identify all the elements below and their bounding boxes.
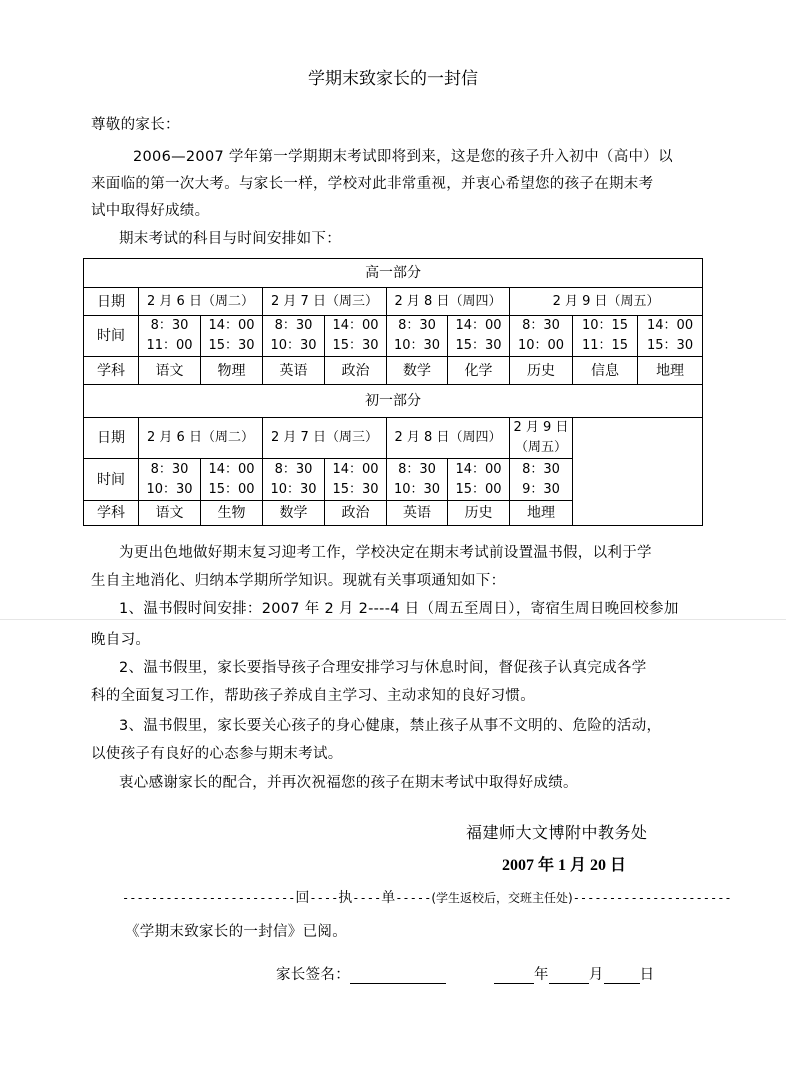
junior-section-title: 初一部分 <box>84 385 703 418</box>
intro-line-1: 2006—2007 学年第一学期期末考试即将到来，这是您的孩子升入初中（高中）以 <box>133 149 673 165</box>
receipt-char-3: 单 <box>381 890 396 906</box>
day-label: 日 <box>639 967 655 983</box>
senior-time-cell <box>448 316 510 357</box>
day-field[interactable] <box>604 967 640 984</box>
senior-time-cell <box>263 316 325 357</box>
senior-subject-cell: 语文 <box>139 357 201 385</box>
time-start: 8：30 <box>150 461 189 477</box>
senior-time-cell <box>201 316 263 357</box>
time-end: 10：30 <box>270 481 317 497</box>
time-end: 10：30 <box>270 338 317 353</box>
month-field[interactable] <box>549 967 589 984</box>
body-p1-line-2: 生自主地消化、归纳本学期所学知识。现就有关事项通知如下： <box>91 573 506 589</box>
senior-time-cell <box>573 316 638 357</box>
divider-sep-3: ----- <box>395 891 432 905</box>
senior-date-cell: 2 月 9 日（周五） <box>510 288 703 316</box>
senior-time-cell <box>387 316 448 357</box>
senior-time-cell <box>638 316 703 357</box>
junior-time-cell <box>510 459 573 501</box>
senior-subject-cell: 物理 <box>201 357 263 385</box>
junior-date-weekday: （周五） <box>514 440 567 455</box>
receipt-char-2: 执 <box>338 890 353 906</box>
time-end: 15：00 <box>208 481 255 497</box>
time-end: 11：00 <box>146 338 193 353</box>
salutation: 尊敬的家长： <box>91 117 180 133</box>
senior-time-cell <box>510 316 573 357</box>
time-start: 14：00 <box>647 318 694 333</box>
time-end: 11：15 <box>581 338 629 353</box>
time-start: 14：00 <box>455 318 502 333</box>
divider-sep-1: ---- <box>309 891 339 905</box>
senior-time-label: 时间 <box>84 316 139 357</box>
junior-date-cell: 2 月 8 日（周四） <box>387 418 510 459</box>
time-start: 8：30 <box>398 461 436 477</box>
junior-date-label: 日期 <box>84 418 139 459</box>
intro-line-3: 试中取得好成绩。 <box>91 203 210 219</box>
junior-date-cell <box>510 418 573 459</box>
junior-time-cell <box>201 459 263 501</box>
time-end: 10：30 <box>393 338 441 353</box>
divider-left: ------------------------ <box>122 891 296 905</box>
junior-date-cell: 2 月 7 日（周三） <box>263 418 387 459</box>
senior-subject-cell: 政治 <box>325 357 387 385</box>
junior-subject-label: 学科 <box>84 501 139 526</box>
item-1-line-1: 1、温书假时间安排：2007 年 2 月 2----4 日（周五至周日），寄宿生周日晚回校参加 <box>119 601 679 617</box>
time-start: 14：00 <box>208 461 255 477</box>
time-end: 9：30 <box>522 481 560 497</box>
item-2-line-2: 科的全面复习工作，帮助孩子养成自主学习、主动求知的良好习惯。 <box>91 688 535 704</box>
senior-schedule-table <box>83 258 703 526</box>
time-end: 15：00 <box>455 481 502 497</box>
signature-org: 福建师大文博附中教务处 <box>466 823 648 842</box>
junior-subject-cell: 生物 <box>201 501 263 526</box>
junior-date-cell: 2 月 6 日（周二） <box>139 418 263 459</box>
time-end: 15：30 <box>332 338 379 353</box>
receipt-divider <box>122 887 732 907</box>
time-start: 14：00 <box>332 318 379 333</box>
receipt-note: (学生返校后，交班主任处) <box>431 891 573 905</box>
senior-time-cell <box>139 316 201 357</box>
time-start: 8：30 <box>522 461 560 477</box>
senior-time-cell <box>325 316 387 357</box>
junior-time-cell <box>325 459 387 501</box>
receipt-char-1: 回 <box>295 890 310 906</box>
senior-subject-cell: 英语 <box>263 357 325 385</box>
time-start: 8：30 <box>150 318 189 333</box>
year-field[interactable] <box>494 967 534 984</box>
senior-subject-cell: 地理 <box>638 357 703 385</box>
junior-subject-cell: 语文 <box>139 501 201 526</box>
read-confirmation: 《学期末致家长的一封信》已阅。 <box>125 924 347 940</box>
senior-section-title: 高一部分 <box>84 259 703 288</box>
time-start: 8：30 <box>274 461 313 477</box>
senior-subject-cell: 数学 <box>387 357 448 385</box>
time-end: 15：30 <box>208 338 255 353</box>
senior-subject-cell: 历史 <box>510 357 573 385</box>
junior-date-day: 2 月 9 日 <box>513 420 569 435</box>
item-2-line-1: 2、温书假里，家长要指导孩子合理安排学习与休息时间，督促孩子认真完成各学 <box>119 660 647 676</box>
item-3-line-2: 以使孩子有良好的心态参与期末考试。 <box>91 746 343 762</box>
closing-line: 衷心感谢家长的配合，并再次祝福您的孩子在期末考试中取得好成绩。 <box>119 775 578 791</box>
time-end: 10：30 <box>146 481 193 497</box>
junior-subject-cell: 地理 <box>510 501 573 526</box>
time-start: 14：00 <box>208 318 255 333</box>
senior-date-cell: 2 月 7 日（周三） <box>263 288 387 316</box>
time-start: 8：30 <box>522 318 560 333</box>
time-start: 10：15 <box>581 318 629 333</box>
junior-subject-cell: 英语 <box>387 501 448 526</box>
senior-date-cell: 2 月 6 日（周二） <box>139 288 263 316</box>
senior-date-cell: 2 月 8 日（周四） <box>387 288 510 316</box>
signature-field[interactable] <box>350 967 446 984</box>
item-1-line-2: 晚自习。 <box>91 632 151 648</box>
time-end: 15：30 <box>332 481 379 497</box>
junior-subject-cell: 政治 <box>325 501 387 526</box>
junior-time-label: 时间 <box>84 459 139 501</box>
letter-title: 学期末致家长的一封信 <box>308 69 478 89</box>
junior-time-cell <box>263 459 325 501</box>
divider-sep-2: ---- <box>352 891 382 905</box>
signature-date: 2007 年 1 月 20 日 <box>502 857 627 874</box>
junior-time-cell <box>448 459 510 501</box>
month-label: 月 <box>588 967 604 983</box>
schedule-intro: 期末考试的科目与时间安排如下： <box>119 231 341 247</box>
time-end: 10：30 <box>393 481 441 497</box>
junior-subject-cell: 历史 <box>448 501 510 526</box>
senior-subject-cell: 化学 <box>448 357 510 385</box>
senior-subject-label: 学科 <box>84 357 139 385</box>
junior-subject-cell: 数学 <box>263 501 325 526</box>
time-end: 15：30 <box>455 338 502 353</box>
parent-signature-row <box>276 963 654 984</box>
page-break-line <box>0 619 786 620</box>
body-p1-line-1: 为更出色地做好期末复习迎考工作，学校决定在期末考试前设置温书假，以利于学 <box>119 545 652 561</box>
time-start: 14：00 <box>332 461 379 477</box>
senior-subject-cell: 信息 <box>573 357 638 385</box>
item-3-line-1: 3、温书假里，家长要关心孩子的身心健康，禁止孩子从事不文明的、危险的活动， <box>119 718 662 734</box>
year-label: 年 <box>534 967 549 983</box>
time-start: 14：00 <box>455 461 502 477</box>
signature-label: 家长签名： <box>276 967 350 983</box>
time-start: 8：30 <box>274 318 313 333</box>
time-start: 8：30 <box>398 318 436 333</box>
junior-empty-cell <box>573 418 703 526</box>
time-end: 15：30 <box>647 338 694 353</box>
senior-date-label: 日期 <box>84 288 139 316</box>
junior-time-cell <box>139 459 201 501</box>
intro-line-2: 来面临的第一次大考。与家长一样，学校对此非常重视，并衷心希望您的孩子在期末考 <box>91 176 654 192</box>
time-end: 10：00 <box>517 338 565 353</box>
junior-time-cell <box>387 459 448 501</box>
divider-right: ---------------------- <box>572 891 732 905</box>
